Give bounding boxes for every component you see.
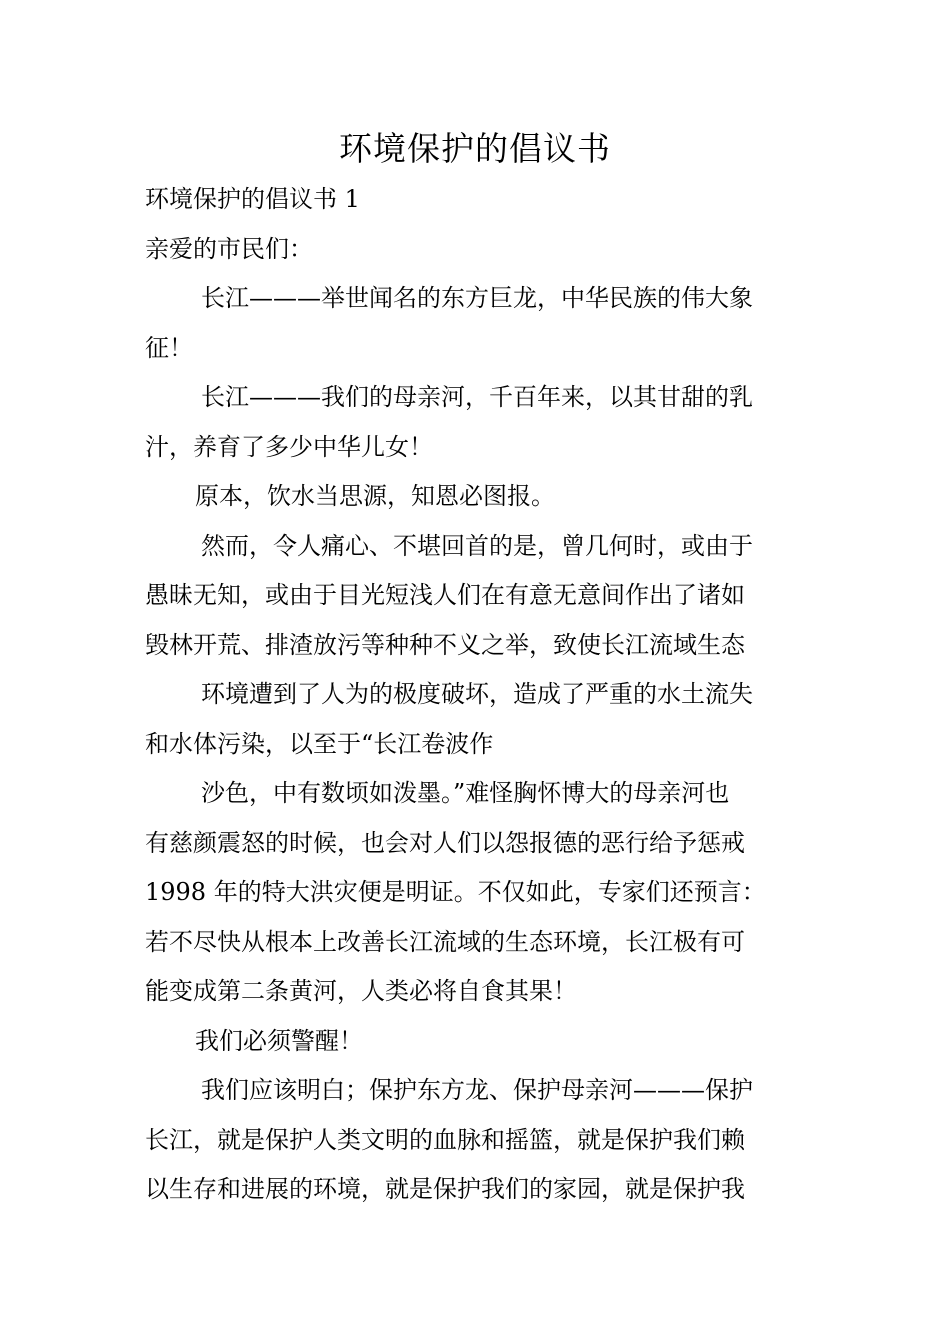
paragraph-line: 汁，养育了多少中华儿女！ [145, 432, 433, 461]
paragraph-line: 愚昧无知，或由于目光短浅人们在有意无意间作出了诸如 [145, 581, 745, 609]
paragraph-line: 1998 年的特大洪灾便是明证。不仅如此，专家们还预言： [145, 878, 766, 906]
paragraph-line: 若不尽快从根本上改善长江流域的生态环境，长江极有可 [145, 927, 745, 956]
paragraph-line: 长江———举世闻名的东方巨龙，中华民族的伟大象 [201, 284, 753, 312]
paragraph-line: 然而，令人痛心、不堪回首的是，曾几何时，或由于 [201, 531, 753, 560]
document-title: 环境保护的倡议书 [339, 129, 611, 168]
paragraph-line: 环境遭到了人为的极度破坏，造成了严重的水土流失 [201, 680, 753, 708]
paragraph-line: 原本，饮水当思源，知恩必图报。 [195, 482, 555, 510]
paragraph-line: 沙色，中有数顷如泼墨。”难怪胸怀博大的母亲河也 [201, 779, 730, 807]
paragraph-line: 我们必须警醒！ [195, 1026, 363, 1055]
paragraph-line: 能变成第二条黄河，人类必将自食其果！ [145, 977, 577, 1005]
paragraph-line: 长江———我们的母亲河，千百年来，以其甘甜的乳 [201, 383, 753, 411]
paragraph-line: 征！ [145, 333, 193, 362]
paragraph-line: 毁林开荒、排渣放污等种种不义之举，致使长江流域生态 [145, 630, 745, 659]
paragraph-line: 以生存和进展的环境，就是保护我们的家园，就是保护我 [145, 1175, 745, 1203]
paragraph-line: 我们应该明白；保护东方龙、保护母亲河———保护 [201, 1076, 753, 1104]
document-body [145, 175, 807, 1215]
paragraph-line: 有慈颜震怒的时候，也会对人们以怨报德的恶行给予惩戒 [145, 828, 745, 857]
document-subtitle: 环境保护的倡议书 1 [145, 185, 360, 213]
paragraph-line: 长江，就是保护人类文明的血脉和摇篮，就是保护我们赖 [145, 1125, 745, 1154]
paragraph-line: 和水体污染，以至于“长江卷波作 [145, 729, 494, 758]
salutation: 亲爱的市民们： [145, 234, 313, 263]
